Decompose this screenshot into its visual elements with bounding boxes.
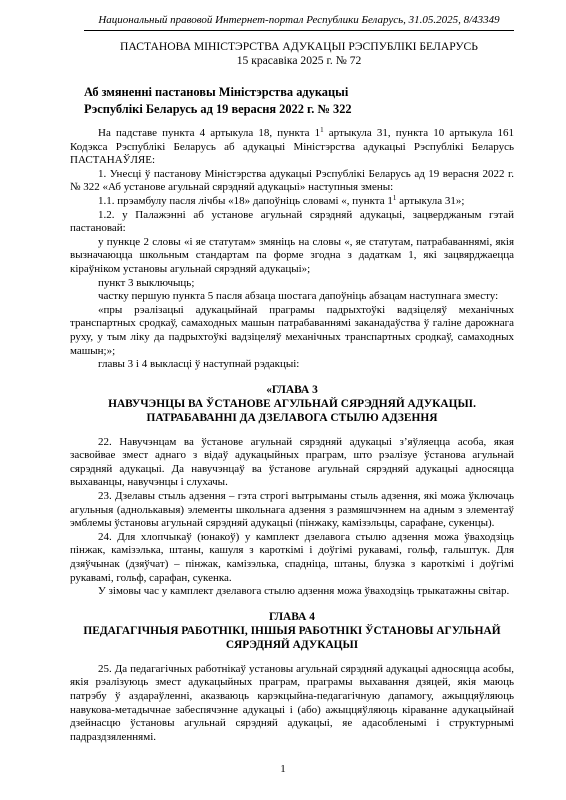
- chapter-4-title-line-2: СЯРЭДНЯЙ АДУКАЦЫІ: [225, 638, 359, 651]
- paragraph-1: 1. Унесці ў пастанову Міністэрства адукацыі Рэспублікі Беларусь ад 19 верасня 2022 г. № 322 «Аб установе агульнай сярэдняй адукацыі» наступныя змены:: [70, 167, 514, 194]
- date-number: 15 красавіка 2025 г. № 72: [236, 54, 362, 67]
- issuer-heading: ПАСТАНОВА МІНІСТЭРСТВА АДУКАЦЫІ РЭСПУБЛІКІ БЕЛАРУСЬ: [120, 40, 478, 53]
- paragraph-1-1-start: 1.1. прэамбулу пасля лічбы «18» дапоўніць словамі «, пункта 1: [98, 194, 393, 207]
- preamble-text-start: На падставе пункта 4 артыкула 18, пункта 1: [98, 127, 321, 139]
- paragraph-1-2-a: у пункце 2 словы «і яе статутам» змяніць на словы «, яе статутам, патрабаваннямі, якія вызначаюцца школьным стандартам па форме згодна з дадаткам 1, які зацвярджаецца кіраўніком установы агульнай сярэдняй адукацыі»;: [70, 235, 514, 275]
- page-number: 1: [280, 763, 286, 775]
- paragraph-1-2-e: главы 3 і 4 выкласці ў наступнай рэдакцыі:: [98, 358, 300, 371]
- paragraph-1-2-c: частку першую пункта 5 пасля абзаца шостага дапоўніць абзацам наступнага зместу:: [98, 290, 499, 303]
- chapter-4-heading: [70, 610, 514, 652]
- portal-header: Национальный правовой Интернет-портал Республики Беларусь, 31.05.2025, 8/43349: [98, 14, 500, 26]
- paragraph-23: 23. Дзелавы стыль адзення – гэта строгі вытрыманы стыль адзення, які можа ўключаць агульныя (аднолькавыя) элементы школьнага адзення з размяшчэннем на адным з элементаў эмблемы ўстановы агульнай сярэдняй адукацыі (пінжаку, камізэльцы, сарафане, сукенцы).: [70, 490, 514, 530]
- paragraph-1-2-b: пункт 3 выключыць;: [98, 276, 195, 289]
- preamble-paragraph: [70, 127, 514, 168]
- chapter-3-label: «ГЛАВА 3: [266, 383, 318, 396]
- paragraph-24-winter: У зімовы час у камплект дзелавога стылю адзення можа ўваходзіць трыкатажны світар.: [98, 585, 510, 598]
- document-body: [70, 127, 514, 744]
- header-rule: [84, 30, 514, 31]
- paragraph-25: 25. Да педагагічных работнікаў установы агульнай сярэдняй адукацыі адносяцца асобы, якія рэалізуюць змест адукацыйных праграм, праграмы выхавання дзяцей, якія маюць патрэбу ў аздараўленні, аказваюць карэкцыйна-педагагічную дапамогу, ажыццяўляюць навукова-метадычнае забеспячэнне адукацыі і (або) ажыццяўляюць кіраванне адукацыйнай дзейнасцю ўстановы агульнай сярэдняй адукацыі, яе адасобленымі і структурнымі падраздзяленнямі.: [70, 662, 514, 743]
- paragraph-1-1-end: артыкула 31»;: [396, 194, 465, 207]
- preamble-text-end: артыкула 31, пункта 10 артыкула 161 Кодэкса Рэспублікі Беларусь аб адукацыі Міністэрства адукацыі Рэспублікі Беларусь ПАСТАНАЎЛЯЕ:: [70, 127, 514, 167]
- chapter-3-title-line-2: ПАТРАБАВАННІ ДА ДЗЕЛАВОГА СТЫЛЮ АДЗЕННЯ: [146, 411, 438, 424]
- chapter-3-heading: [70, 383, 514, 425]
- chapter-4-title-line-1: ПЕДАГАГІЧНЫЯ РАБОТНІКІ, ІНШЫЯ РАБОТНІКІ ЎСТАНОВЫ АГУЛЬНАЙ: [83, 624, 501, 637]
- paragraph-1-2: 1.2. у Палажэнні аб установе агульнай сярэдняй адукацыі, зацверджаным гэтай пастановай:: [70, 208, 514, 235]
- paragraph-1-2-d: «пры рэалізацыі адукацыйнай праграмы падрыхтоўкі вадзіцеляў механічных транспартных сродкаў, самаходных машын патрабаваннямі заканадаўства ў галіне дарожнага руху, у тым ліку да падрыхтоўкі вадзіцеляў механічных транспартных сродкаў, самаходных машын;»;: [70, 303, 514, 357]
- document-title: [84, 84, 514, 118]
- paragraph-22: 22. Навучэнцам ва ўстанове агульнай сярэдняй адукацыі з’яўляецца асоба, якая засвойвае змест аднаго з відаў адукацыйных праграм, што рэалізуе ўстанова агульнай сярэдняй адукацыі. Да навучэнцаў ва ўстанове агульнай сярэдняй адукацыі адносяцца выхаванцы, навучэнцы і слухачы.: [70, 435, 514, 489]
- chapter-3-title-line-1: НАВУЧЭНЦЫ ВА ЎСТАНОВЕ АГУЛЬНАЙ СЯРЭДНЯЙ АДУКАЦЫІ.: [108, 397, 476, 410]
- chapter-4-label: ГЛАВА 4: [269, 610, 315, 623]
- paragraph-1-1-superscript: 1: [392, 193, 397, 202]
- title-line-2: Рэспублікі Беларусь ад 19 верасня 2022 г. № 322: [84, 102, 352, 116]
- title-line-1: Аб змяненні пастановы Міністэрства адукацыі: [84, 85, 349, 99]
- paragraph-1-1: [70, 195, 514, 209]
- paragraph-24: 24. Для хлопчыкаў (юнакоў) у камплект дзелавога стылю адзення можа ўваходзіць пінжак, камізэлька, штаны, кашуля з кароткімі і доўгімі рукавамі, гольф, гальштук. Для дзяўчынак (дзяўчат) – пінжак, камізэлька, спадніца, штаны, блузка з кароткімі і доўгімі рукавамі, гольф, сарафан, сукенка.: [70, 530, 514, 584]
- preamble-superscript: 1: [320, 126, 324, 134]
